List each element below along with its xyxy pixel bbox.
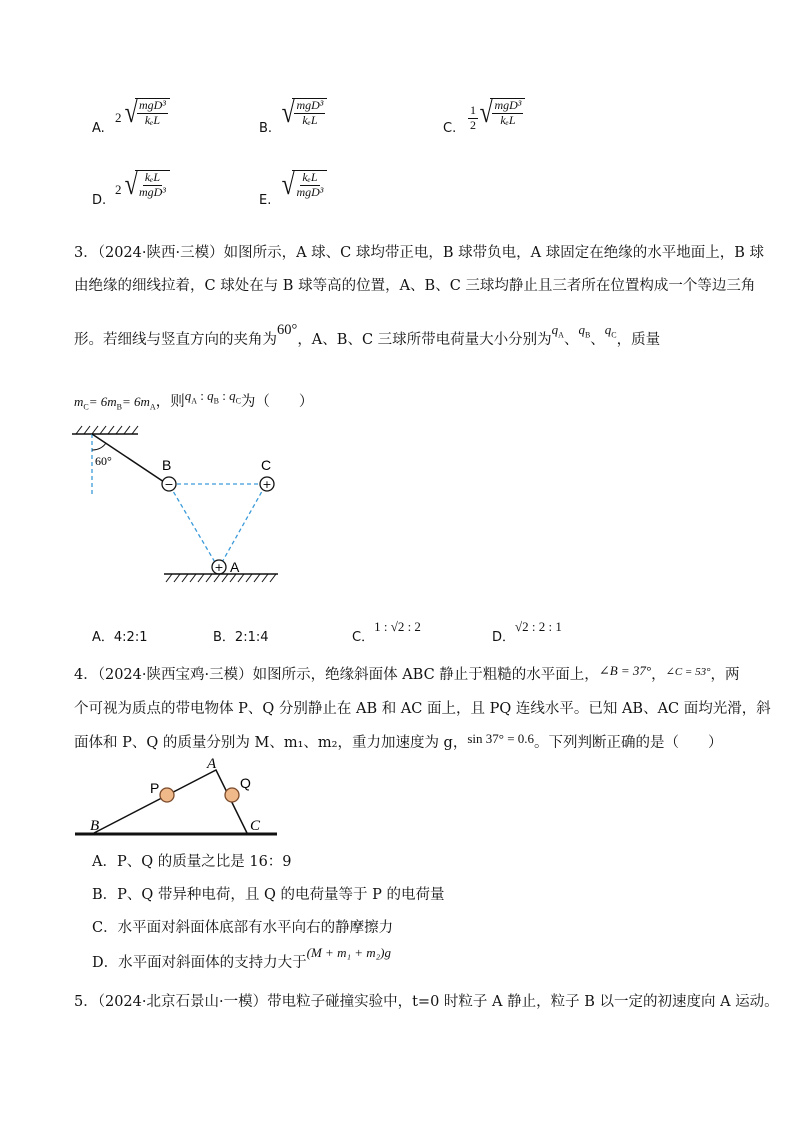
- object-q: [225, 788, 239, 802]
- q2-option-a-formula: 2 √ $\frac{\text{mgD³}}{\text{kₑL}}$: [115, 98, 170, 128]
- label-b: B: [90, 818, 100, 834]
- ground-hatch: [166, 574, 276, 582]
- label-q: Q: [240, 775, 251, 791]
- q3-option-b: B．2:1:4: [213, 630, 269, 645]
- label-c: C: [261, 457, 272, 473]
- q2-option-c-label: C.: [443, 121, 457, 136]
- q2-option-c-formula: $\frac{1}{2}$ √ $\frac{\text{mgD³}}{\text{kₑL}}$: [468, 98, 525, 133]
- q2-option-b-formula: √ $\frac{\text{mgD³}}{\text{kₑL}}$: [280, 98, 327, 128]
- q3-option-c: C．1 : √2 : 2: [352, 619, 421, 645]
- q4-line-2: 个可视为质点的带电物体 P、Q 分别静止在 AB 和 AC 面上，且 PQ 连线水平。已知 AB、AC 面均光滑，斜: [74, 701, 771, 717]
- q2-option-d-label: D.: [92, 193, 107, 208]
- angle-label: 60°: [95, 454, 112, 468]
- q2-option-d-formula: 2 √ $\frac{\text{kₑL}}{\text{mgD³}}$: [115, 170, 170, 200]
- ball-c-sign: +: [262, 478, 272, 491]
- q4-line-1: 4．（2024·陕西宝鸡·三模）如图所示，绝缘斜面体 ABC 静止于粗糙的水平面上，∠B = 37°，$^{\angle C = 53^\circ}$，两: [74, 663, 740, 683]
- label-a: A: [230, 559, 240, 575]
- q5-line-1: 5．（2024·北京石景山·一模）带电粒子碰撞实验中，t=0 时粒子 A 静止，粒子 B 以一定的初速度向 A 运动。: [74, 994, 779, 1010]
- q2-option-a-label: A.: [92, 121, 105, 136]
- label-a: A: [207, 756, 217, 772]
- label-p: P: [150, 780, 160, 796]
- q4-line-3: 面体和 P、Q 的质量分别为 M、m₁、m₂，重力加速度为 g，sin 37° = 0.6。下列判断正确的是（ ）: [74, 731, 723, 751]
- q3-line-4: $m_C= 6m_B= 6m_A$，则$q_A$ : $q_B$ : $q_C$为（ ）: [74, 388, 314, 412]
- q2-option-b-label: B.: [259, 121, 273, 136]
- angle-arc: [92, 443, 106, 450]
- q3-line-1: 3．（2024·陕西·三模）如图所示，A 球、C 球均带正电，B 球带负电，A 球固定在绝缘的水平地面上，B 球: [74, 245, 764, 261]
- label-c: C: [250, 818, 261, 834]
- ball-b-sign: −: [164, 478, 174, 491]
- triangle-side-ca: [221, 486, 265, 564]
- q2-option-e-label: E.: [259, 193, 272, 208]
- q3-line-3: 形。若细线与竖直方向的夹角为60°，A、B、C 三球所带电荷量大小分别为$q_A$、$q_B$、$q_C$，质量: [74, 322, 661, 348]
- ceiling-hatch: [76, 426, 138, 434]
- q2-option-e-formula: √ $\frac{\text{kₑL}}{\text{mgD³}}$: [280, 170, 327, 200]
- q4-option-b: B．P、Q 带异种电荷，且 Q 的电荷量等于 P 的电荷量: [92, 887, 445, 903]
- triangle-side-ba: [170, 486, 216, 564]
- label-b: B: [162, 457, 172, 473]
- q3-figure: [60, 420, 300, 590]
- ball-a-sign: +: [214, 561, 224, 574]
- q3-option-a: A．4:2:1: [92, 630, 148, 645]
- q4-figure: [70, 755, 290, 840]
- q4-option-d: D．水平面对斜面体的支持力大于(M + m₁ + m₂)g: [92, 945, 391, 971]
- q3-line-2: 由绝缘的细线拉着，C 球处在与 B 球等高的位置，A、B、C 三球均静止且三者所在位置构成一个等边三角: [74, 278, 756, 294]
- q4-option-c: C．水平面对斜面体底部有水平向右的静摩擦力: [92, 920, 394, 936]
- q3-option-d: D．√2 : 2 : 1: [492, 619, 562, 645]
- object-p: [160, 788, 174, 802]
- q4-option-a: A．P、Q 的质量之比是 16：9: [92, 854, 292, 870]
